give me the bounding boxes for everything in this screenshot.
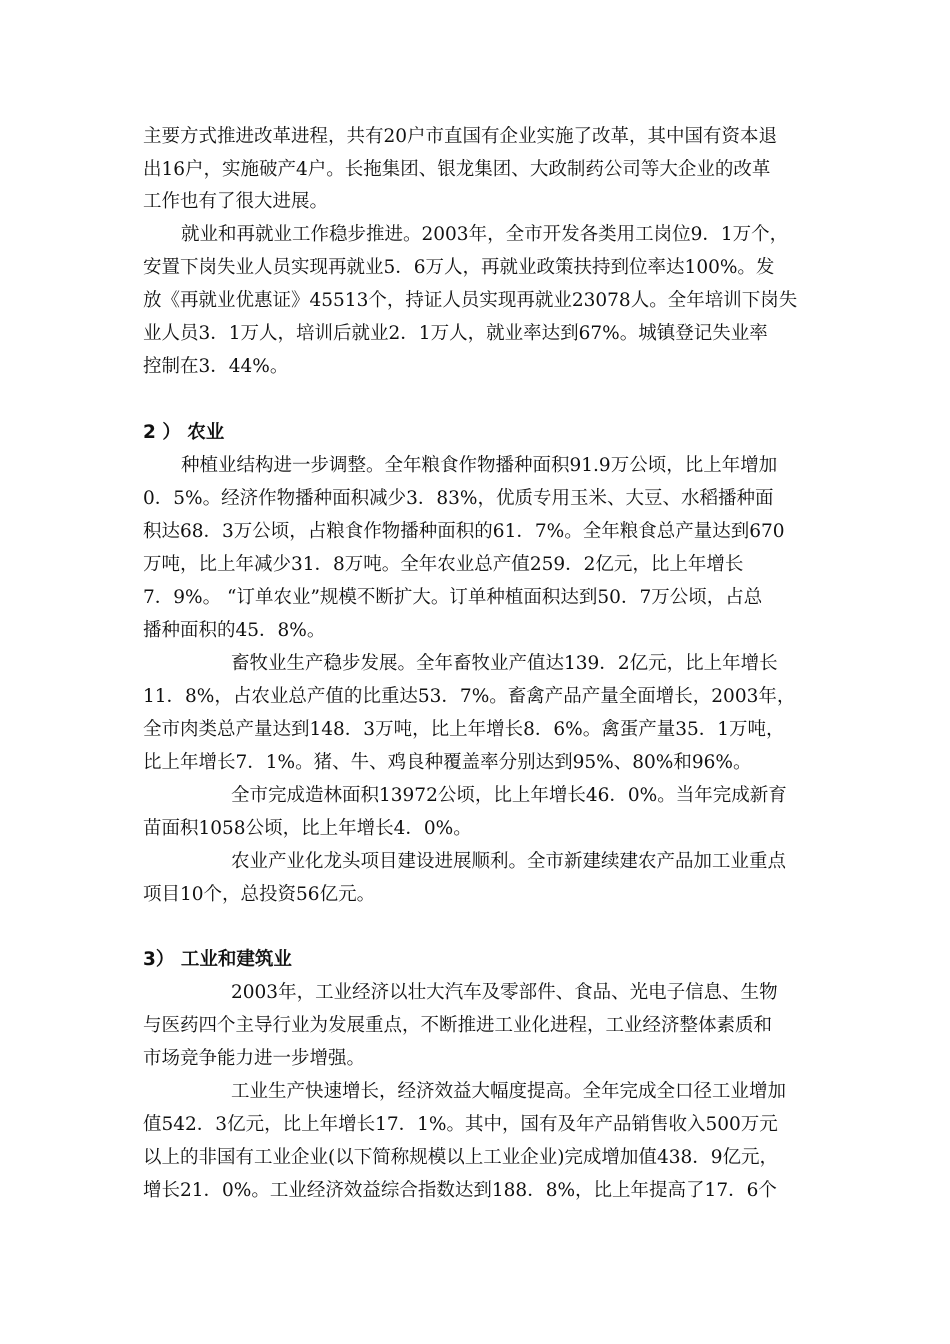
text-line: 2003年，工业经济以壮大汽车及零部件、食品、光电子信息、生物	[231, 982, 778, 1003]
text-line: 以上的非国有工业企业(以下简称规模以上工业企业)完成增加值438．9亿元，	[143, 1147, 779, 1168]
text-line: 播种面积的45．8%。	[143, 620, 326, 641]
text-line: 增长21．0%。工业经济效益综合指数达到188．8%，比上年提高了17．6个	[143, 1180, 777, 1201]
text-line: 畜牧业生产稳步发展。全年畜牧业产值达139．2亿元，比上年增长	[231, 653, 778, 674]
text-line: 全市完成造林面积13972公顷，比上年增长46．0%。当年完成新育	[231, 785, 787, 806]
text-line: 业人员3．1万人，培训后就业2．1万人，就业率达到67%。城镇登记失业率	[143, 323, 768, 344]
text-line: 积达68．3万公顷，占粮食作物播种面积的61．7%。全年粮食总产量达到670	[143, 521, 785, 542]
section-heading-agriculture: 2 ） 农业	[143, 422, 225, 443]
text-line: 就业和再就业工作稳步推进。2003年，全市开发各类用工岗位9．1万个，	[181, 224, 789, 245]
text-line: 工业生产快速增长，经济效益大幅度提高。全年完成全口径工业增加	[231, 1081, 787, 1102]
text-line: 万吨，比上年减少31．8万吨。全年农业总产值259．2亿元，比上年增长	[143, 554, 744, 575]
text-line: 安置下岗失业人员实现再就业5．6万人，再就业政策扶持到位率达100%。发	[143, 257, 775, 278]
text-line: 出16户，实施破产4户。长拖集团、银龙集团、大政制药公司等大企业的改革	[143, 159, 771, 180]
text-line: 比上年增长7．1%。猪、牛、鸡良种覆盖率分别达到95%、80%和96%。	[143, 752, 752, 773]
text-line: 控制在3．44%。	[143, 356, 289, 377]
text-line: 值542．3亿元，比上年增长17．1%。其中，国有及年产品销售收入500万元	[143, 1114, 778, 1135]
section-heading-industry: 3） 工业和建筑业	[143, 949, 292, 970]
text-line: 项目10个，总投资56亿元。	[143, 884, 376, 905]
text-line: 全市肉类总产量达到148．3万吨，比上年增长8．6%。禽蛋产量35．1万吨，	[143, 719, 785, 740]
text-line: 11．8%，占农业总产值的比重达53．7%。畜禽产品产量全面增长，2003年，	[143, 686, 796, 707]
text-line: 0．5%。经济作物播种面积减少3．83%，优质专用玉米、大豆、水稻播种面	[143, 488, 774, 509]
text-line: 苗面积1058公顷，比上年增长4．0%。	[143, 818, 472, 839]
text-line: 7．9%。 “订单农业”规模不断扩大。订单种植面积达到50．7万公顷，占总	[143, 587, 763, 608]
text-line: 主要方式推进改革进程，共有20户市直国有企业实施了改革，其中国有资本退	[143, 126, 778, 147]
text-line: 农业产业化龙头项目建设进展顺利。全市新建续建农产品加工业重点	[231, 851, 787, 872]
text-line: 放《再就业优惠证》45513个，持证人员实现再就业23078人。全年培训下岗失	[143, 290, 798, 311]
text-line: 与医药四个主导行业为发展重点，不断推进工业化进程，工业经济整体素质和	[143, 1015, 773, 1036]
text-line: 市场竞争能力进一步增强。	[143, 1048, 366, 1069]
text-line: 工作也有了很大进展。	[143, 191, 329, 212]
text-line: 种植业结构进一步调整。全年粮食作物播种面积91.9万公顷，比上年增加	[181, 455, 778, 476]
